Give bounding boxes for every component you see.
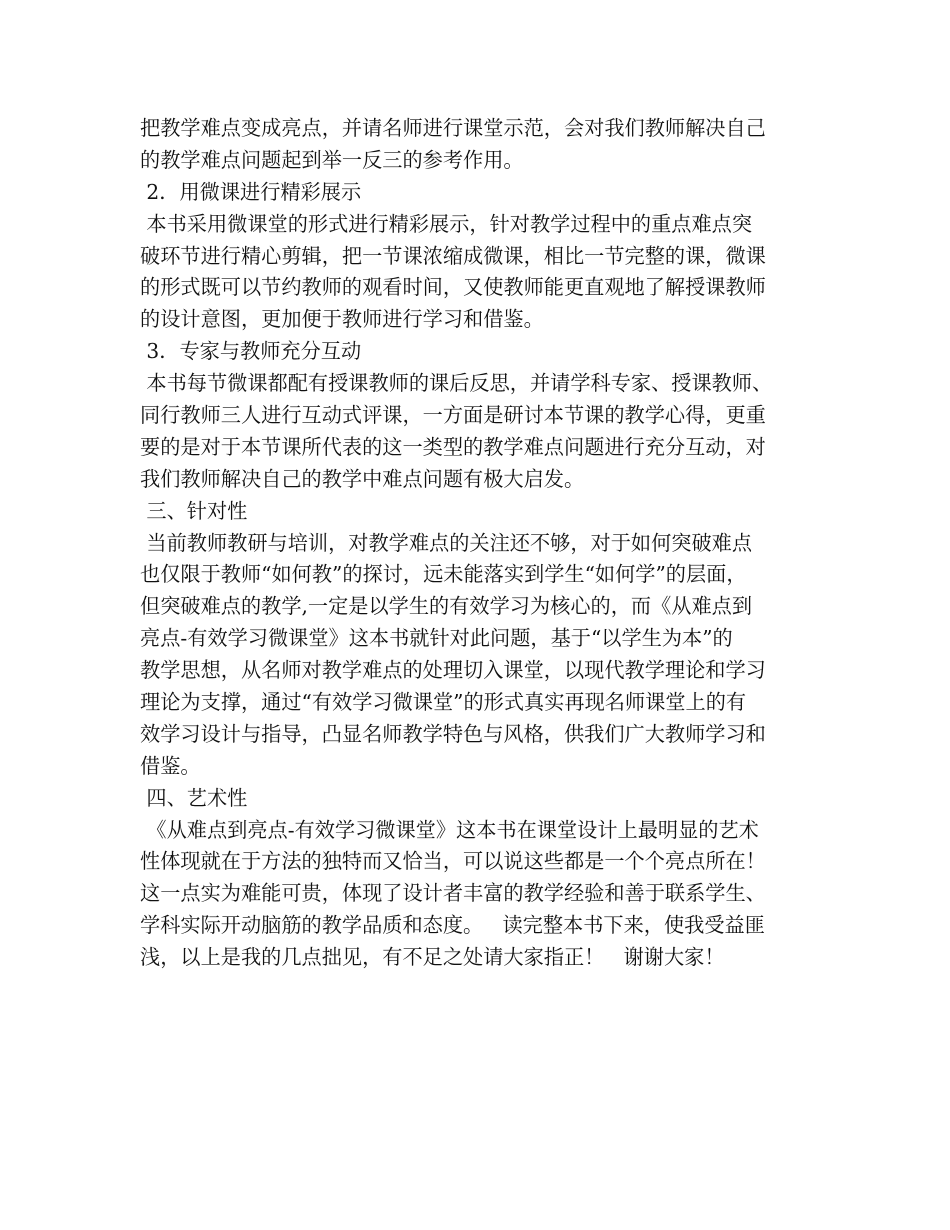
section-heading: 2．用微课进行精彩展示 <box>140 179 362 204</box>
text-line: 但突破难点的教学,一定是以学生的有效学习为核心的，而《从难点到 <box>140 594 753 619</box>
text-line: 的形式既可以节约教师的观看时间，又使教师能更直观地了解授课教师 <box>140 275 766 300</box>
text-line: 同行教师三人进行互动式评课，一方面是研讨本节课的教学心得，更重 <box>140 403 766 428</box>
text-line: 亮点-有效学习微课堂》这本书就针对此问题，基于“以学生为本”的 <box>140 626 733 651</box>
text-line: 的设计意图，更加便于教师进行学习和借鉴。 <box>140 307 544 332</box>
text-line: 本书每节微课都配有授课教师的课后反思，并请学科专家、授课教师、 <box>140 371 773 396</box>
text-line: 我们教师解决自己的教学中难点问题有极大启发。 <box>140 466 585 491</box>
text-line: 要的是对于本节课所代表的这一类型的教学难点问题进行充分互动，对 <box>140 434 766 459</box>
section-heading: 3．专家与教师充分互动 <box>140 339 362 364</box>
text-line: 教学思想，从名师对教学难点的处理切入课堂，以现代教学理论和学习 <box>140 658 766 683</box>
text-line: 本书采用微课堂的形式进行精彩展示，针对教学过程中的重点难点突 <box>140 211 753 236</box>
text-line: 把教学难点变成亮点，并请名师进行课堂示范，会对我们教师解决自己 <box>140 116 766 140</box>
section-heading: 三、针对性 <box>140 498 248 523</box>
text-line: 《从难点到亮点-有效学习微课堂》这本书在课堂设计上最明显的艺术 <box>140 817 759 842</box>
text-line: 浅，以上是我的几点拙见，有不足之处请大家指正！ 谢谢大家！ <box>140 945 725 970</box>
text-line: 的教学难点问题起到举一反三的参考作用。 <box>140 147 524 172</box>
text-line: 性体现就在于方法的独特而又恰当，可以说这些都是一个个亮点所在！ <box>140 849 766 874</box>
text-line: 当前教师教研与培训，对教学难点的关注还不够，对于如何突破难点 <box>140 530 753 555</box>
section-heading: 四、艺术性 <box>140 785 248 810</box>
text-line: 破环节进行精心剪辑，把一节课浓缩成微课，相比一节完整的课，微课 <box>140 243 766 268</box>
document-body <box>140 113 830 974</box>
text-line: 也仅限于教师“如何教”的探讨，远未能落实到学生“如何学”的层面， <box>140 562 747 587</box>
text-line: 学科实际开动脑筋的教学品质和态度。 读完整本书下来，使我受益匪 <box>140 913 765 938</box>
text-line: 效学习设计与指导，凸显名师教学特色与风格，供我们广大教师学习和 <box>140 721 766 746</box>
text-line: 这一点实为难能可贵，体现了设计者丰富的教学经验和善于联系学生、 <box>140 881 766 906</box>
text-line: 理论为支撑，通过“有效学习微课堂”的形式真实再现名师课堂上的有 <box>140 690 747 715</box>
text-line: 借鉴。 <box>140 753 201 778</box>
